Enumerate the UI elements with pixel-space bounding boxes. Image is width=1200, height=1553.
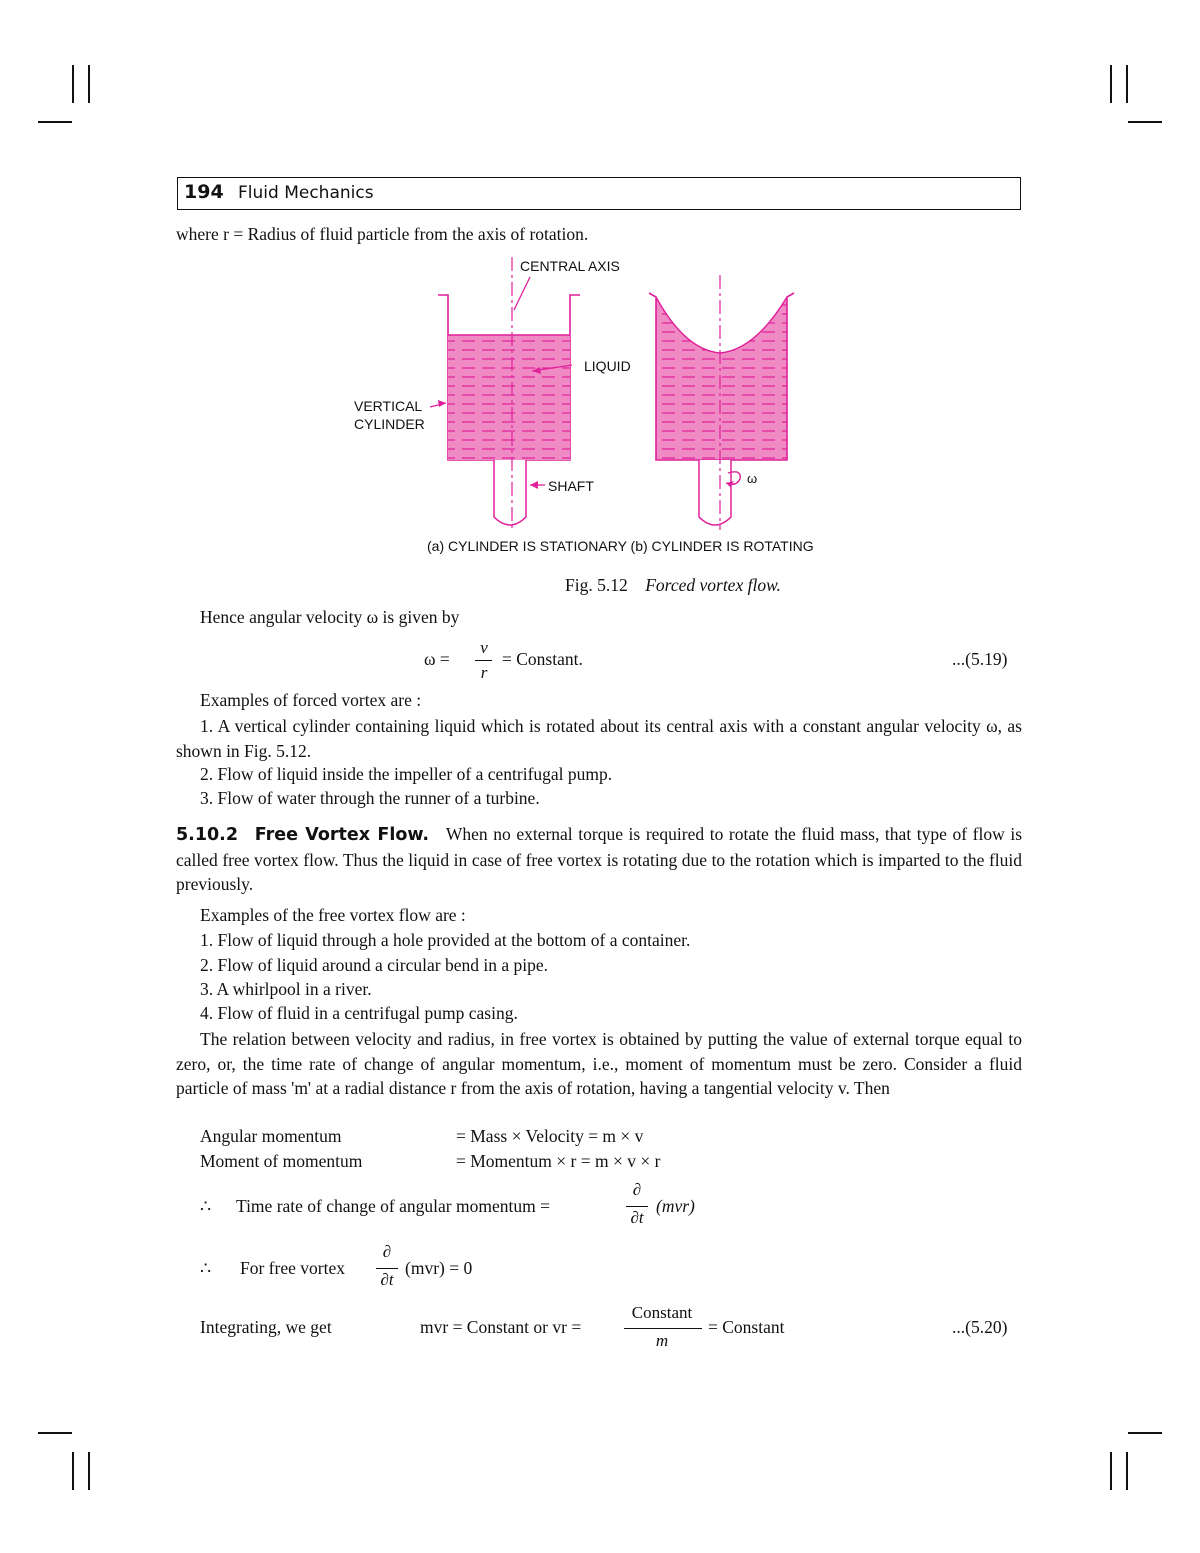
label-cylinder: CYLINDER [354, 416, 425, 432]
crop-mark [38, 121, 72, 123]
intro-line: where r = Radius of fluid particle from the axis of rotation. [176, 224, 589, 244]
eq-5-20-num: Constant [631, 1303, 693, 1322]
label-liquid: LIQUID [584, 358, 631, 374]
eq-5-20-lhs: mvr = Constant or vr = [420, 1317, 582, 1337]
eq-5-19-num: v [480, 638, 488, 657]
angular-momentum-label: Angular momentum [200, 1126, 342, 1146]
page-number: 194 [184, 181, 224, 203]
forced-example-item: 1. A vertical cylinder containing liquid which is rotated about its central axis with a constant angular velocity ω, as shown in Fig. 5.12. [176, 716, 1022, 761]
hence-line: Hence angular velocity ω is given by [200, 607, 460, 627]
forced-vortex-figure [340, 255, 860, 585]
free-vortex-arg: (mvr) = 0 [405, 1258, 473, 1278]
caption-text: Forced vortex flow. [645, 575, 781, 595]
partial-num: ∂ [382, 1242, 392, 1261]
figure-subcaption: (a) CYLINDER IS STATIONARY (b) CYLINDER IS ROTATING [427, 538, 814, 554]
eq-5-19-tag: ...(5.19) [952, 649, 1008, 669]
relation-paragraph: The relation between velocity and radius, in free vortex is obtained by putting the value of external torque equal to zero, or, the time rate of change of angular momentum, i.e., moment of momentum must be zero. Consider a fluid particle of mass 'm' at a radial distance r from the axis of rotation, having a tangential velocity v. Then [176, 1029, 1022, 1098]
therefore-symbol: ∴ [200, 1258, 212, 1278]
section-body: When no external torque is required to rotate the fluid mass, that type of flow is called free vortex flow. Thus the liquid in case of free vortex is rotating due to the rotation which is imparted to the fluid previously. [176, 824, 1023, 894]
rotating-cylinder [649, 275, 794, 530]
therefore-symbol: ∴ [200, 1196, 212, 1216]
crop-mark [72, 65, 74, 103]
partial-den: ∂t [380, 1270, 394, 1289]
caption-number: Fig. 5.12 [565, 575, 628, 595]
figure-caption [565, 575, 781, 596]
partial-num: ∂ [632, 1180, 642, 1199]
free-vortex-text: For free vortex [240, 1258, 345, 1278]
fraction-bar [475, 660, 492, 661]
free-examples-intro: Examples of the free vortex flow are : [200, 905, 466, 925]
label-omega: ω [747, 471, 758, 486]
crop-mark [1110, 65, 1112, 103]
integrating-label: Integrating, we get [200, 1317, 332, 1337]
section-5-10-2 [176, 822, 1022, 897]
angular-momentum-value: = Mass × Velocity = m × v [456, 1126, 644, 1146]
moment-of-momentum-value: = Momentum × r = m × v × r [456, 1151, 661, 1171]
fraction-bar [626, 1206, 648, 1207]
crop-mark [88, 65, 90, 103]
forced-example-item: 3. Flow of water through the runner of a turbine. [200, 788, 540, 808]
free-example-item: 3. A whirlpool in a river. [200, 979, 372, 999]
page-header [177, 177, 1021, 210]
crop-mark [1128, 1432, 1162, 1434]
eq-5-20-den: m [655, 1331, 669, 1350]
time-rate-arg: (mvr) [656, 1196, 695, 1216]
moment-of-momentum-label: Moment of momentum [200, 1151, 363, 1171]
partial-den: ∂t [630, 1208, 644, 1227]
label-shaft: SHAFT [548, 478, 594, 494]
crop-mark [72, 1452, 74, 1490]
label-vertical: VERTICAL [354, 398, 423, 414]
fraction-bar [624, 1328, 702, 1329]
section-number: 5.10.2 [176, 825, 239, 845]
eq-5-19-den: r [480, 663, 488, 682]
forced-example-item: 2. Flow of liquid inside the impeller of a centrifugal pump. [200, 764, 613, 784]
shaft [494, 460, 526, 525]
crop-mark [1110, 1452, 1112, 1490]
forced-examples-intro: Examples of forced vortex are : [200, 690, 422, 710]
crop-mark [1126, 65, 1128, 103]
crop-mark [88, 1452, 90, 1490]
free-example-item: 2. Flow of liquid around a circular bend in a pipe. [200, 955, 548, 975]
shaft [699, 460, 731, 525]
crop-mark [38, 1432, 72, 1434]
section-title: Free Vortex Flow. [254, 825, 430, 845]
free-example-item: 1. Flow of liquid through a hole provided at the bottom of a container. [200, 930, 691, 950]
eq-5-20-rhs: = Constant [708, 1317, 785, 1337]
eq-5-19-lhs: ω = [424, 649, 450, 669]
fraction-bar [376, 1268, 398, 1269]
free-example-item: 4. Flow of fluid in a centrifugal pump casing. [200, 1003, 518, 1023]
label-central-axis: CENTRAL AXIS [520, 258, 620, 274]
eq-5-20-tag: ...(5.20) [952, 1317, 1008, 1337]
crop-mark [1128, 121, 1162, 123]
time-rate-text: Time rate of change of angular momentum = [236, 1196, 550, 1216]
eq-5-19-rhs: = Constant. [502, 649, 583, 669]
running-title: Fluid Mechanics [238, 183, 374, 203]
crop-mark [1126, 1452, 1128, 1490]
